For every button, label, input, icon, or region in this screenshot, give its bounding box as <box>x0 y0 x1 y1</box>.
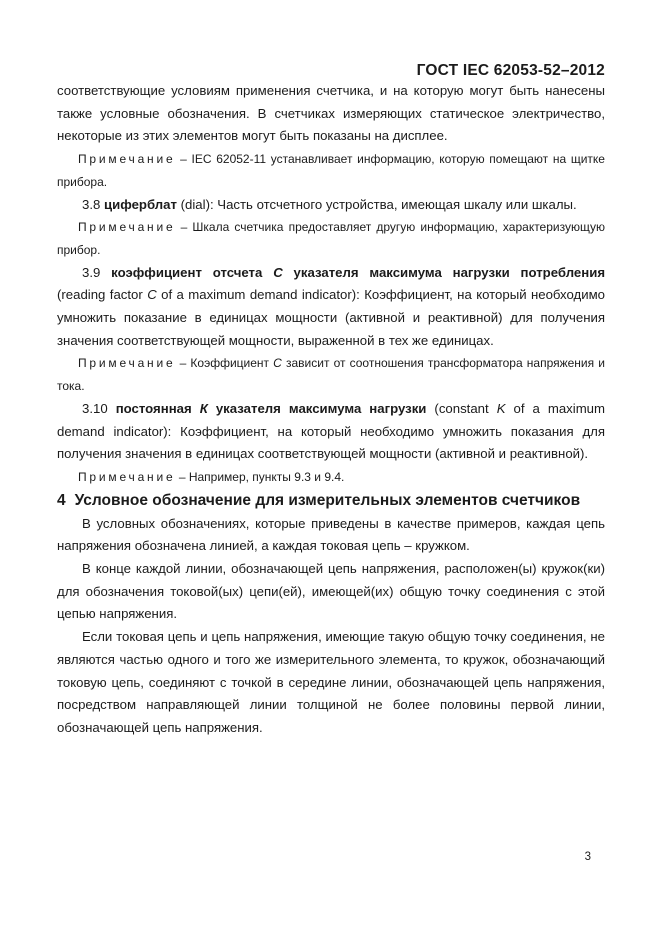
definition-3-9-english-after: of a maximum demand indicator): <box>161 287 360 303</box>
definition-3-9-term-after: указателя максимума нагрузки потребления <box>293 264 606 280</box>
definition-3-8-number: 3.8 <box>82 196 101 212</box>
definition-3-9-text: Коэффициент, на который необходимо умножить показание в единицах мощности (активной и реактивной) для получения значения соответствующей мощности, выраженной в тех же единицах. <box>57 287 605 348</box>
definition-3-10-english-before: (constant <box>434 400 489 416</box>
definition-3-9-english-variable: C <box>147 287 157 303</box>
page-content <box>57 0 605 740</box>
note-4-text: – Например, пункты 9.3 и 9.4. <box>178 469 345 484</box>
definition-3-10-english-variable: K <box>496 400 506 416</box>
note-3-label: Примечание <box>78 356 176 371</box>
definition-3-10-english-after: of a maximum demand indicator): <box>57 400 605 439</box>
note-2-label: Примечание <box>78 220 176 235</box>
definition-3-10-term-before: постоянная <box>115 400 192 416</box>
definition-3-10 <box>57 398 605 466</box>
definition-3-8 <box>57 194 605 217</box>
definition-3-10-number: 3.10 <box>82 400 108 416</box>
note-2 <box>57 216 605 261</box>
definition-3-9 <box>57 262 605 353</box>
definition-3-9-term-variable: С <box>273 264 283 280</box>
note-1-label: Примечание <box>78 152 176 167</box>
note-3-text-after: зависит от соотношения трансформатора напряжения и тока. <box>57 356 605 394</box>
note-1-text: – IEC 62052-11 устанавливает информацию, которую помещают на щитке прибора. <box>57 152 605 189</box>
section-4-title: Условное обозначение для измерительных элементов счетчиков <box>74 491 581 509</box>
definition-3-10-term-variable: К <box>199 400 208 416</box>
definition-3-9-term-before: коэффициент отсчета <box>111 264 263 280</box>
paragraph-if-circuits: Если токовая цепь и цепь напряжения, имеющие такую общую точку соединения, не являются частью одного и того же измерительного элемента, то кружок, обозначающий токовую цепь, соединяют с точкой в середине линии, обозначающей цепь напряжения, посредством направляющей линии толщиной не более половины первой линии, обозначающей цепь напряжения. <box>57 629 605 735</box>
definition-3-8-term: циферблат <box>104 196 177 212</box>
definition-3-10-text: Коэффициент, на который необходимо умножить показания для получения значения в единицах соответствующей мощности (активной и реактивной). <box>57 423 605 462</box>
definition-3-8-text: (dial): Часть отсчетного устройства, имеющая шкалу или шкалы. <box>180 196 577 212</box>
note-1 <box>57 148 605 193</box>
note-3-variable: С <box>273 356 282 371</box>
note-4 <box>57 466 605 489</box>
definition-3-9-english-before: (reading factor <box>57 287 143 303</box>
definition-3-10-term-after: указателя максимума нагрузки <box>215 400 427 416</box>
note-2-text: – Шкала счетчика предоставляет другую информацию, характеризующую прибор. <box>57 220 605 257</box>
document-header-title: ГОСТ IEC 62053-52–2012 <box>416 62 605 79</box>
definition-3-9-number: 3.9 <box>82 264 101 280</box>
paragraph-symbols-intro: В условных обозначениях, которые приведены в качестве примеров, каждая цепь напряжения обозначена линией, а каждая токовая цепь – кружком. <box>57 515 605 554</box>
section-4-number: 4 <box>57 491 66 509</box>
note-3 <box>57 352 605 397</box>
note-4-label: Примечание <box>78 469 176 484</box>
note-3-text-before: – Коэффициент <box>179 356 270 371</box>
page-number: 3 <box>584 851 591 863</box>
section-4-heading <box>57 489 605 513</box>
paragraph-continuation: соответствующие условиям применения счетчика, и на которую могут быть нанесены также условные обозначения. В счетчиках измеряющих статическое электричество, некоторые из этих элементов могут быть показаны на дисплее. <box>57 83 605 144</box>
paragraph-line-end: В конце каждой линии, обозначающей цепь напряжения, расположен(ы) кружок(ки) для обозначения токовой(ых) цепи(ей), имеющей(их) общую точку соединения с этой цепью напряжения. <box>57 561 605 622</box>
